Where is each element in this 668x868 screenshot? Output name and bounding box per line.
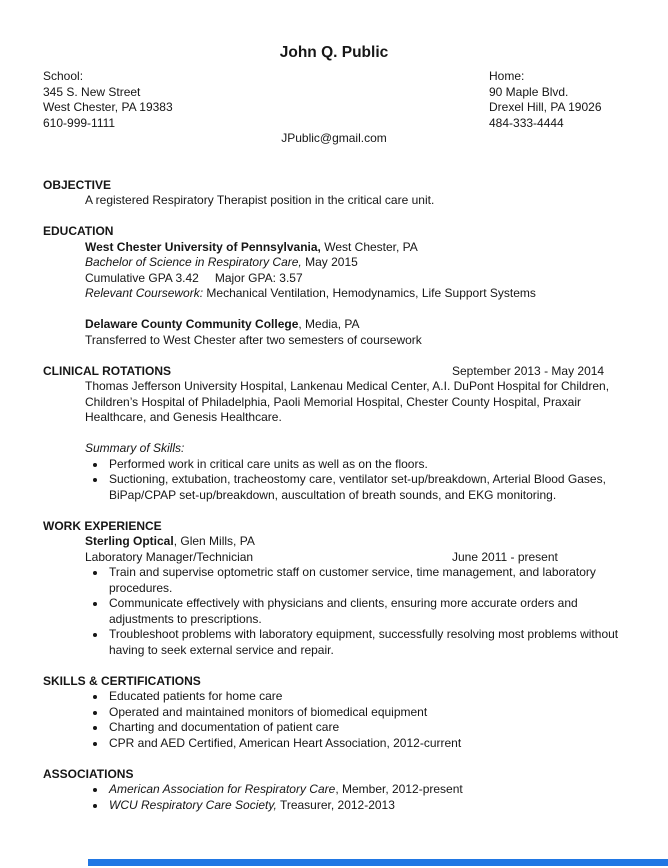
bullet-item: • CPR and AED Certified, American Heart Association, 2012-current [107,736,625,752]
school-1-location: West Chester, PA [320,239,418,254]
candidate-name: John Q. Public [279,44,389,61]
clinical-rotations-section [43,364,625,504]
school-1-name-line [85,240,625,256]
association-role: Treasurer, 2012-2013 [276,797,395,812]
education-school-2 [85,317,625,348]
education-heading: EDUCATION [43,224,114,238]
skills-bullet-list [43,689,625,751]
clinical-rotations-sites: Thomas Jefferson University Hospital, Lankenau Medical Center, A.I. DuPont Hospital for Children, Children’s Hospital of Philadelphia, Paoli Memorial Hospital, Chester County Hospital, Praxair Healthcare, and Genesis Healthcare. [85,379,610,424]
association-org: American Association for Respiratory Care [109,782,336,796]
associations-heading: ASSOCIATIONS [43,766,134,781]
work-experience-section [43,519,625,659]
association-org: WCU Respiratory Care Society, [109,797,277,812]
clinical-rotations-heading-row [43,364,625,380]
bullet-item: • Educated patients for home care [107,689,625,705]
school-1-coursework-line [85,286,625,302]
bullet-item [107,782,625,798]
bullet-item: • Troubleshoot problems with laboratory equipment, successfully resolving most problems without having to seek external service and repair. [107,627,625,658]
gpa-major: Major GPA: 3.57 [214,270,303,285]
home-phone: 484-333-4444 [489,115,564,130]
coursework-list: Mechanical Ventilation, Hemodynamics, Life Support Systems [203,286,536,300]
school-1-gpa-line [85,271,625,287]
associations-section [43,767,625,814]
bullet-item [107,798,625,814]
coursework-label: Relevant Coursework: [85,286,204,300]
school-address-street: 345 S. New Street [43,84,141,99]
objective-heading: OBJECTIVE [43,177,112,192]
gpa-cumulative: Cumulative GPA 3.42 [85,270,199,285]
clinical-rotations-heading: CLINICAL ROTATIONS [43,363,171,378]
company-line [85,534,625,550]
company-location: , Glen Mills, PA [173,534,255,548]
bullet-item: • Performed work in critical care units as well as on the floors. [107,457,625,473]
education-school-1 [85,240,625,302]
skills-certifications-heading: SKILLS & CERTIFICATIONS [43,673,201,688]
school-1-degree: Bachelor of Science in Respiratory Care, [85,255,302,269]
bullet-item: • Suctioning, extubation, tracheostomy care, ventilator set-up/breakdown, Arterial Blood Gases, BiPap/CPAP set-up/breakdown, auscultation of breath sounds, and EKG monitoring. [107,472,625,503]
contact-row-street [43,85,625,101]
home-contact-label: Home: [489,69,525,83]
skills-certifications-section [43,674,625,752]
school-1-degree-line [85,255,625,271]
summary-of-skills-label: Summary of Skills: [85,441,185,455]
school-2-name-line [85,317,625,333]
associations-bullet-list [43,782,625,813]
bullet-item: • Operated and maintained monitors of biomedical equipment [107,705,625,721]
school-address-city: West Chester, PA 19383 [43,100,173,114]
contact-row-labels [43,69,625,85]
education-section [43,224,625,348]
objective-section [43,178,625,209]
school-2-location: , Media, PA [298,317,360,331]
job-title-row [43,550,625,566]
email-address: JPublic@gmail.com [281,131,387,145]
work-experience-heading: WORK EXPERIENCE [43,518,162,533]
contact-row-city [43,100,625,116]
bullet-item: • Charting and documentation of patient care [107,720,625,736]
bullet-item: • Train and supervise optometric staff on customer service, time management, and laboratory procedures. [107,565,625,596]
footer-accent-bar [88,859,668,866]
home-address-street: 90 Maple Blvd. [489,84,569,99]
association-role: , Member, 2012-present [335,782,463,796]
job-title: Laboratory Manager/Technician [85,549,254,564]
school-contact-label: School: [43,69,84,83]
job-dates: June 2011 - present [452,549,558,564]
school-phone: 610-999-1111 [43,115,116,130]
school-2-note: Transferred to West Chester after two semesters of coursework [85,332,422,347]
clinical-rotations-dates: September 2013 - May 2014 [452,363,605,378]
contact-row-phone [43,116,625,132]
company-name: Sterling Optical [85,534,174,548]
school-1-name: West Chester University of Pennsylvania, [85,239,321,254]
home-address-city: Drexel Hill, PA 19026 [489,100,602,114]
contact-block [43,69,625,147]
bullet-item: • Communicate effectively with physicians and clients, ensuring more accurate orders and adjustments to prescriptions. [107,596,625,627]
clinical-rotations-bullet-list [43,457,625,504]
school-2-name: Delaware County Community College [85,317,299,331]
work-experience-bullet-list [43,565,625,658]
objective-text: A registered Respiratory Therapist position in the critical care unit. [85,193,435,207]
school-1-degree-date: May 2015 [301,255,358,269]
